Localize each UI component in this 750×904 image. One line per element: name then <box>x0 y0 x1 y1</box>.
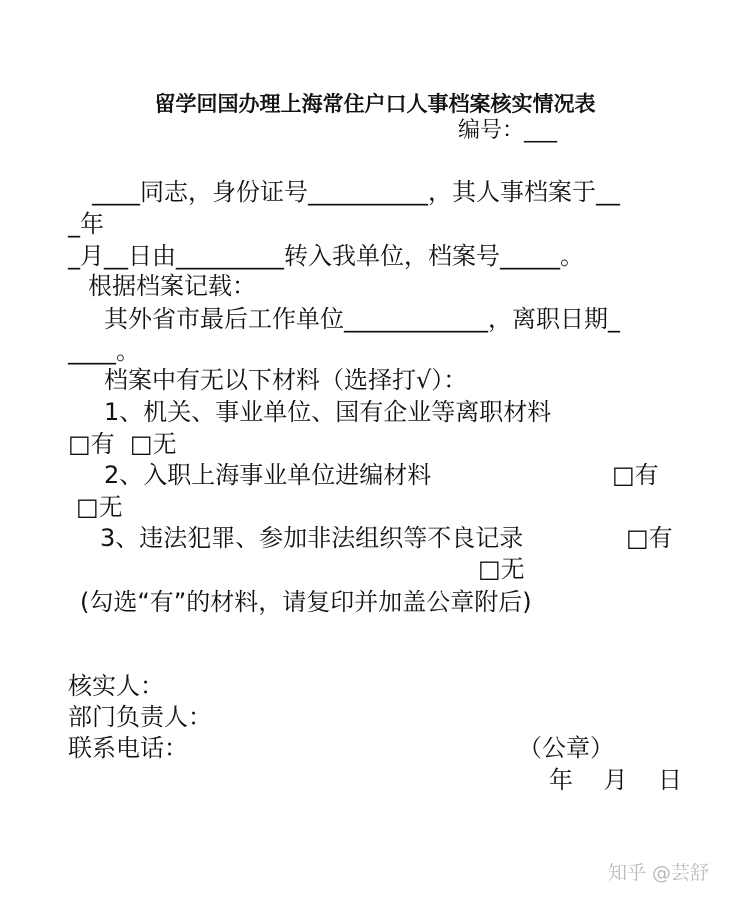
item-3-option-yes: □有 <box>626 524 673 552</box>
materials-heading: 档案中有无以下材料（选择打√）： <box>104 366 468 394</box>
serial-number: 编号：___ <box>458 118 558 143</box>
phone-label: 联系电话： <box>68 734 188 762</box>
item-2-option-yes: □有 <box>612 461 659 489</box>
document-title: 留学回国办理上海常住户口人事档案核实情况表 <box>154 92 596 116</box>
note-text: (勾选“有”的材料，请复印并加盖公章附后) <box>80 588 532 616</box>
body-line-1: ____同志，身份证号__________，其人事档案于__ <box>92 178 620 206</box>
item-2-label: 2、入职上海事业单位进编材料 <box>104 461 432 489</box>
item-1-label: 1、机关、事业单位、国有企业等离职材料 <box>104 398 552 426</box>
item-3-label: 3、违法犯罪、参加非法组织等不良记录 <box>100 524 524 552</box>
section-heading: 根据档案记载： <box>88 272 256 300</box>
watermark-text: 知乎 @芸舒 <box>608 862 710 884</box>
item-2-option-no: □无 <box>76 493 123 521</box>
body-line-3: _月__日由_________转入我单位，档案号_____。 <box>68 242 584 270</box>
seal-label: （公章） <box>518 734 614 762</box>
body-line-6: ____。 <box>68 337 140 365</box>
item-1-options: □有 □无 <box>68 430 177 458</box>
item-3-option-no: □无 <box>478 555 525 583</box>
verifier-label: 核实人： <box>68 672 164 700</box>
body-line-5: 其外省市最后工作单位____________，离职日期_ <box>104 305 620 333</box>
dept-head-label: 部门负责人： <box>68 703 212 731</box>
body-line-2: _年 <box>68 210 104 238</box>
date-label: 年 月 日 <box>549 766 683 794</box>
